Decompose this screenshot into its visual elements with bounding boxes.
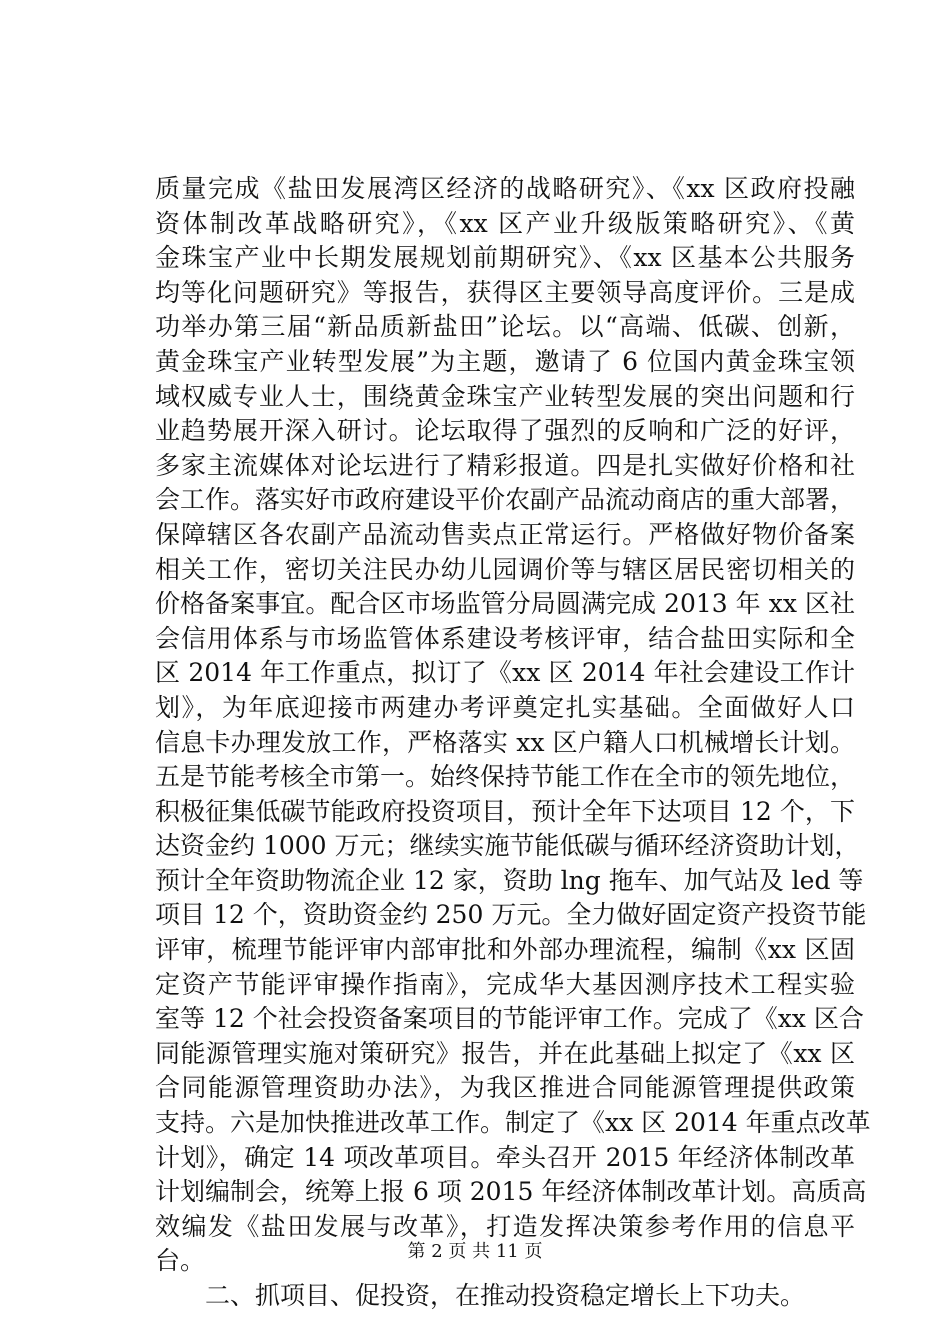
text-line: 信息卡办理发放工作，严格落实 xx 区户籍人口机械增长计划。 xyxy=(155,727,855,757)
page-footer: 第 2 页 共 11 页 xyxy=(407,1241,543,1262)
text-line: 室等 12 个社会投资备案项目的节能评审工作。完成了《xx 区合 xyxy=(155,1004,864,1034)
text-line: 积极征集低碳节能政府投资项目，预计全年下达项目 12 个，下 xyxy=(155,796,855,826)
text-line: 定资产节能评审操作指南》，完成华大基因测序技术工程实验 xyxy=(155,969,855,999)
text-line: 质量完成《盐田发展湾区经济的战略研究》、《xx 区政府投融 xyxy=(155,174,855,203)
text-line: 效编发《盐田发展与改革》，打造发挥决策参考作用的信息平 xyxy=(155,1211,855,1241)
text-line: 区 2014 年工作重点，拟订了《xx 区 2014 年社会建设工作计 xyxy=(155,658,855,688)
paragraph-body xyxy=(155,172,871,1314)
text-line: 资体制改革战略研究》，《xx 区产业升级版策略研究》、《黄 xyxy=(155,208,855,238)
text-line: 会信用体系与市场监管体系建设考核评审，结合盐田实际和全 xyxy=(155,623,855,653)
text-line: 计划》，确定 14 项改革项目。牵头召开 2015 年经济体制改革 xyxy=(155,1142,855,1172)
text-line: 台。 xyxy=(155,1246,206,1276)
text-line: 同能源管理实施对策研究》报告，并在此基础上拟定了《xx 区 xyxy=(155,1038,855,1068)
text-line: 黄金珠宝产业转型发展”为主题，邀请了 6 位国内黄金珠宝领 xyxy=(155,346,855,376)
text-line: 支持。六是加快推进改革工作。制定了《xx 区 2014 年重点改革 xyxy=(155,1108,871,1138)
text-line: 合同能源管理资助办法》，为我区推进合同能源管理提供政策 xyxy=(155,1073,855,1103)
text-line: 评审，梳理节能评审内部审批和外部办理流程，编制《xx 区固 xyxy=(155,935,855,965)
text-line: 功举办第三届“新品质新盐田”论坛。以“高端、低碳、创新， xyxy=(155,312,855,342)
text-line: 项目 12 个，资助资金约 250 万元。全力做好固定资产投资节能 xyxy=(155,900,867,930)
text-line: 域权威专业人士，围绕黄金珠宝产业转型发展的突出问题和行 xyxy=(155,381,855,411)
text-line: 相关工作，密切关注民办幼儿园调价等与辖区居民密切相关的 xyxy=(155,554,855,584)
text-line: 金珠宝产业中长期发展规划前期研究》、《xx 区基本公共服务 xyxy=(155,243,855,273)
text-line: 预计全年资助物流企业 12 家，资助 lng 拖车、加气站及 led 等 xyxy=(155,865,864,895)
section-heading: 二、抓项目、促投资，在推动投资稳定增长上下功夫。 xyxy=(205,1281,806,1310)
text-line: 均等化问题研究》等报告，获得区主要领导高度评价。三是成 xyxy=(155,277,855,307)
text-line: 达资金约 1000 万元；继续实施节能低碳与循环经济资助计划， xyxy=(155,831,860,861)
text-line: 价格备案事宜。配合区市场监管分局圆满完成 2013 年 xx 区社 xyxy=(155,589,855,619)
text-line: 计划编制会，统筹上报 6 项 2015 年经济体制改革计划。高质高 xyxy=(155,1177,867,1207)
text-line: 划》，为年底迎接市两建办考评奠定扎实基础。全面做好人口 xyxy=(155,692,855,722)
text-line: 五是节能考核全市第一。始终保持节能工作在全市的领先地位， xyxy=(155,762,856,792)
text-line: 会工作。落实好市政府建设平价农副产品流动商店的重大部署， xyxy=(155,485,856,515)
text-line: 业趋势展开深入研讨。论坛取得了强烈的反响和广泛的好评， xyxy=(155,416,855,446)
text-line: 多家主流媒体对论坛进行了精彩报道。四是扎实做好价格和社 xyxy=(155,450,855,480)
text-line: 保障辖区各农副产品流动售卖点正常运行。严格做好物价备案 xyxy=(155,519,855,549)
